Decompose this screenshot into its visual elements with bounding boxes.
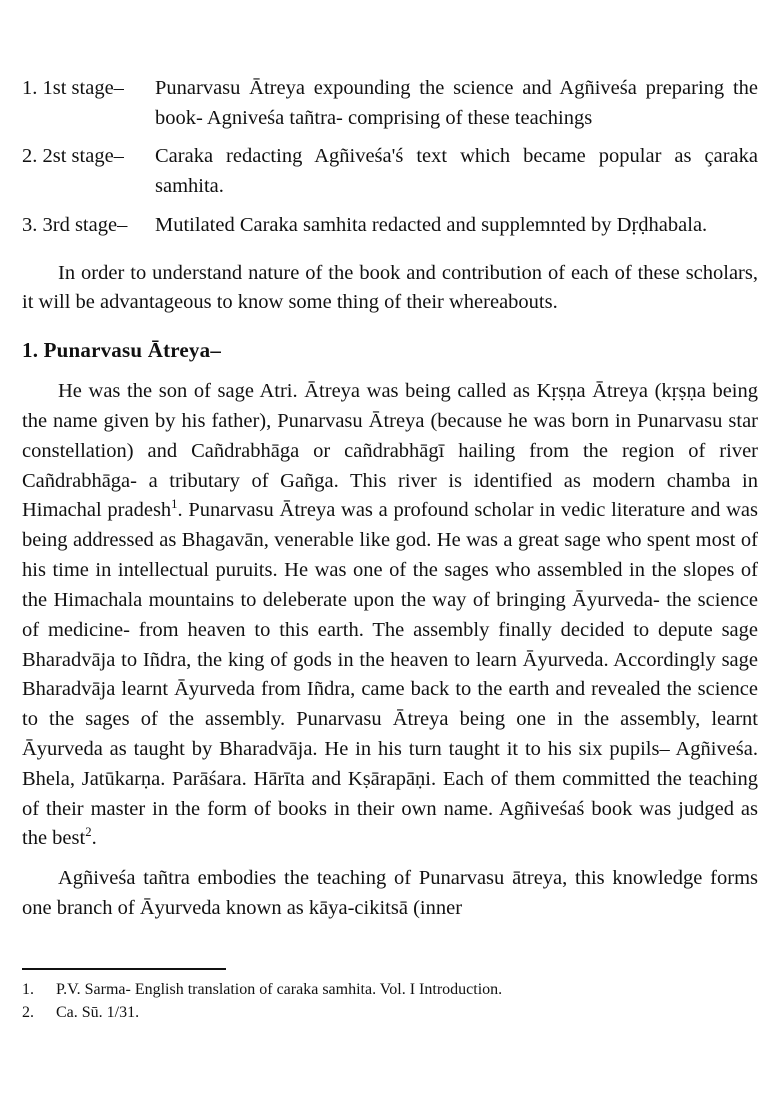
paragraph-text-part: . — [91, 827, 97, 850]
footnote-marker-2: 2 — [85, 825, 92, 840]
footnote-text: Ca. Sū. 1/31. — [56, 1003, 140, 1021]
list-item — [22, 211, 758, 241]
footnotes-section — [22, 968, 758, 1024]
body-paragraph-1 — [22, 377, 758, 854]
list-item — [22, 74, 758, 133]
stage-text: Caraka redacting Agñiveśa'ś text which became popular as çaraka samhita. — [155, 145, 758, 198]
section-heading: 1. Punarvasu Ātreya– — [22, 338, 222, 363]
intro-paragraph: In order to understand nature of the book and contribution of each of these scholars, it will be advantageous to know some thing of their whereabouts. — [22, 261, 758, 314]
footnote-item — [22, 979, 758, 1002]
stage-text: Mutilated Caraka samhita redacted and supplemnted by Dṛḍhabala. — [155, 213, 708, 236]
stage-label: 3. 3rd stage– — [22, 213, 128, 236]
footnote-marker-1: 1 — [171, 497, 178, 512]
stage-label: 1. 1st stage– — [22, 77, 124, 99]
paragraph-text-part: . Punarvasu Ātreya was a profound scholar in vedic literature and was being addressed as Bhagavān, venerable like god. He was a great sage who spent most of his time in intellectual puruits. He was one of the sages who assembled in the slopes of the Himachala mountains to deleberate upon the way of bringing Āyurveda- the science of medicine- from heaven to this earth. The assembly finally decided to depute sage Bharadvāja to Iñdra, the king of gods in the heaven to learn Āyurveda. Accordingly sage Bharadvāja learnt Āyurveda from Iñdra, came back to the earth and revealed the science to the sages of the assembly. Punarvasu Ātreya being one in the assembly, learnt Āyurveda as taught by Bharadvāja. He in his turn taught it to his six pupils– Agñiveśa. Bhela, Jatūkarṇa. Parāśara. Hārīta and Kṣārapāṇi. Each of them committed the teaching of their master in the form of books in their own name. Agñiveśaś book was judged as the best — [22, 499, 758, 850]
footnote-number: 1. — [22, 981, 34, 998]
footnote-number: 2. — [22, 1003, 34, 1021]
stage-label: 2. 2st stage– — [22, 145, 124, 168]
footnote-text: P.V. Sarma- English translation of caraka samhita. Vol. I Introduction. — [56, 981, 503, 998]
body-paragraph-2: Agñiveśa tañtra embodies the teaching of Punarvasu ātreya, this knowledge forms one branch of Āyurveda known as kāya-cikitsā (inner — [22, 867, 758, 920]
list-item — [22, 142, 758, 201]
page-content — [22, 74, 758, 924]
footnote-item — [22, 1002, 758, 1025]
paragraph-text-part: He was the son of sage Atri. Ātreya was being called as Kṛṣṇa Ātreya (kṛṣṇa being the name given by his father), Punarvasu Ātreya (because he was born in Punarvasu star constellation) and Cañdrabhāga or cañdrabhāgī hailing from the region of river Cañdrabhāga- a tributary of Gañga. This river is identified as modern chamba in Himachal pradesh — [22, 380, 758, 522]
stage-text: Punarvasu Ātreya expounding the science and Agñiveśa preparing the book- Agniveśa tañtra- comprising of these teachings — [155, 77, 758, 129]
stage-list — [22, 74, 758, 241]
footnote-separator-rule — [22, 968, 226, 970]
